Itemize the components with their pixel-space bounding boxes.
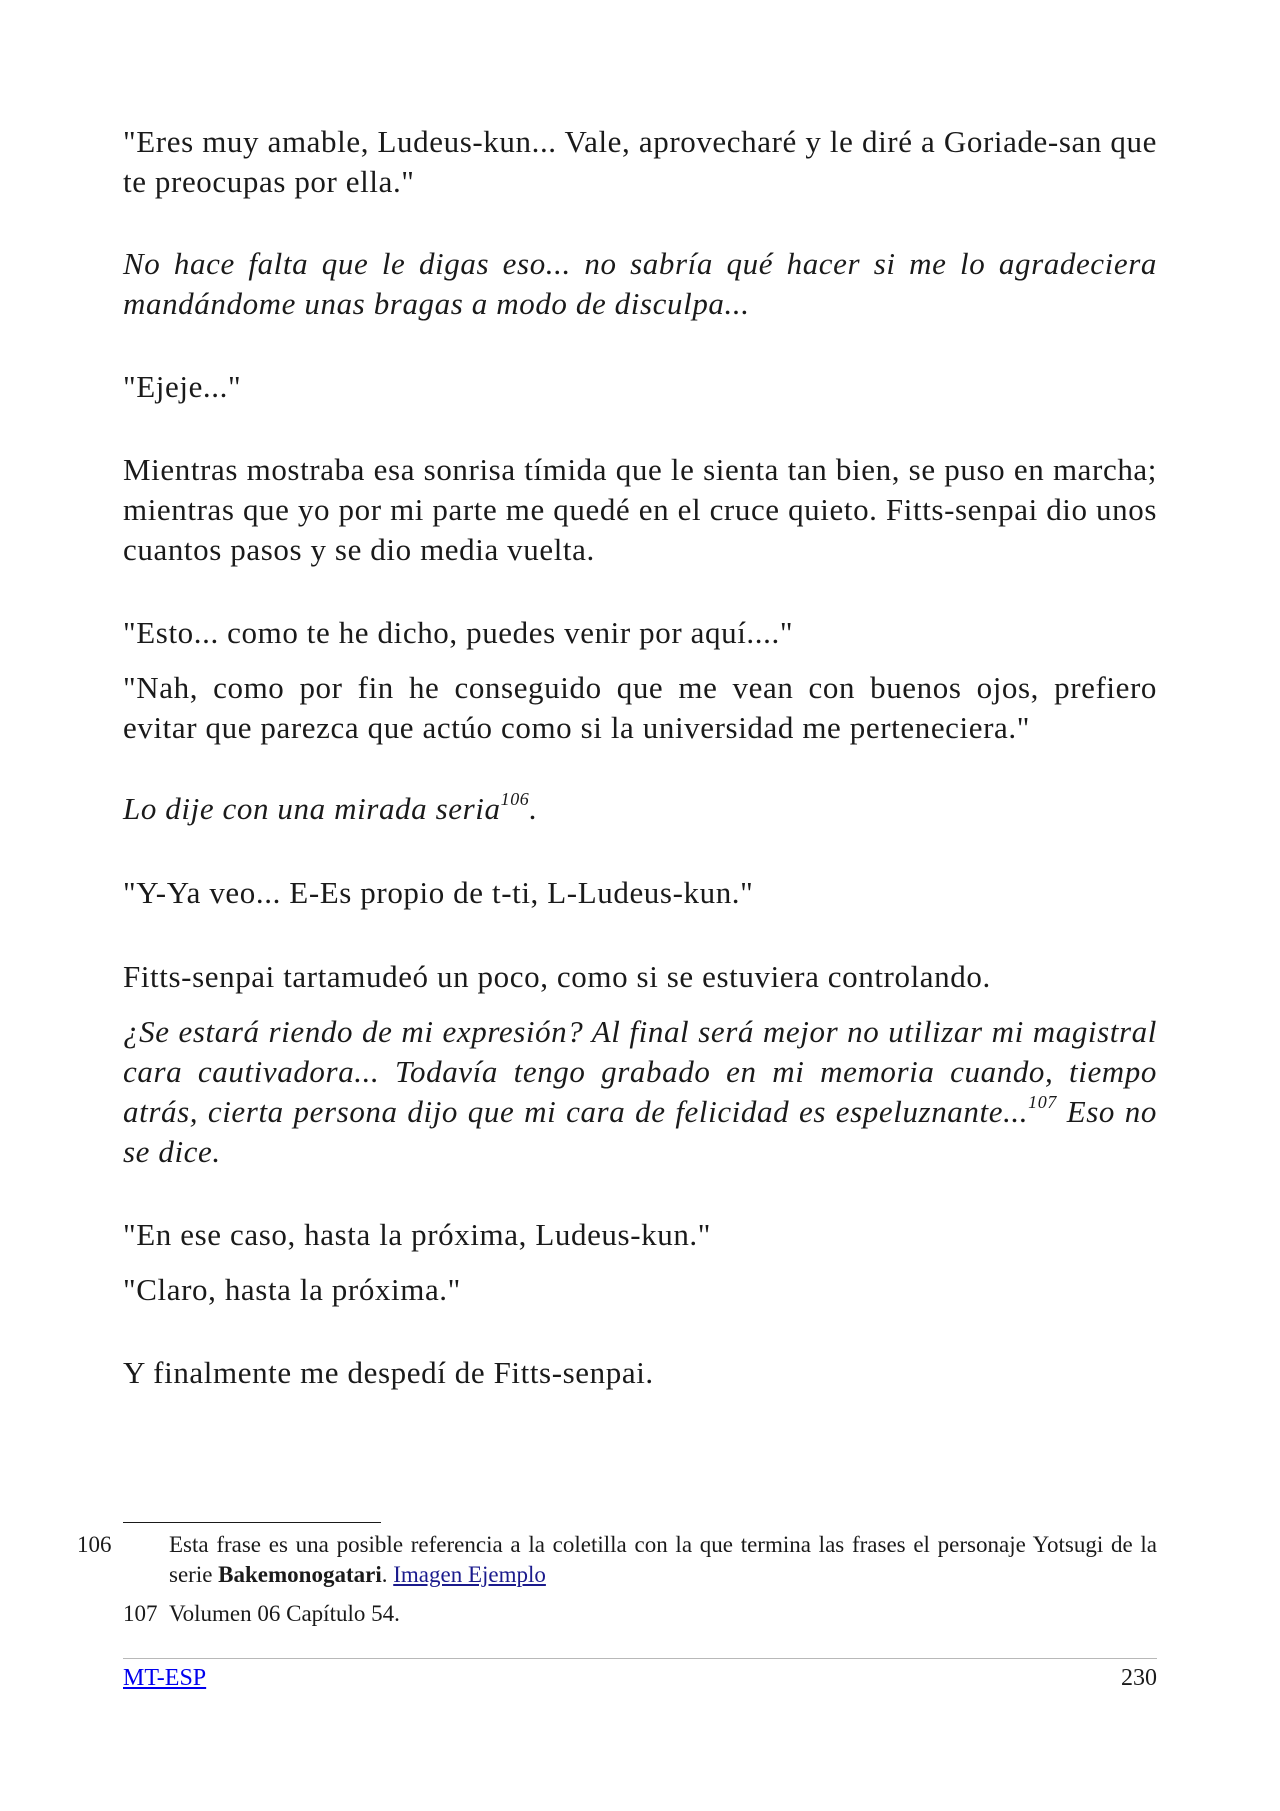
document-page — [77, 0, 1157, 1811]
paragraph-5: "Esto... como te he dicho, puedes venir por aquí...." — [123, 615, 794, 650]
paragraph-10-text: ¿Se estará riendo de mi expresión? Al final será mejor no utilizar mi magistral cara cautivadora... Todavía tengo grabado en mi memoria cuando, tiempo atrás, cierta persona dijo que mi cara de felicidad es espeluznante... — [123, 1014, 1157, 1129]
paragraph-4: Mientras mostraba esa sonrisa tímida que le sienta tan bien, se puso en marcha; mientras que yo por mi parte me quedé en el cruce quieto. Fitts-senpai dio unos cuantos pasos y se dio media vuelta. — [123, 452, 1157, 567]
paragraph-1: "Eres muy amable, Ludeus-kun... Vale, aprovecharé y le diré a Goriade-san que te preocupas por ella." — [123, 124, 1157, 199]
footnote-separator — [123, 1522, 381, 1523]
footnote-106-image-link[interactable]: Imagen Ejemplo — [393, 1562, 546, 1587]
footnote-ref-106[interactable]: 106 — [500, 789, 530, 809]
paragraph-8: "Y-Ya veo... E-Es propio de t-ti, L-Ludeus-kun." — [123, 875, 754, 910]
paragraph-9: Fitts-senpai tartamudeó un poco, como si se estuviera controlando. — [123, 959, 991, 994]
footer-site-link-wrap — [123, 1663, 206, 1693]
footnote-107-number: 107 — [123, 1601, 158, 1626]
page-number: 230 — [1121, 1665, 1157, 1691]
footnote-106-series-title: Bakemonogatari — [218, 1562, 382, 1587]
footnote-107-text: Volumen 06 Capítulo 54. — [169, 1601, 400, 1626]
footer-separator — [123, 1658, 1157, 1659]
paragraph-13: Y finalmente me despedí de Fitts-senpai. — [123, 1355, 654, 1390]
footnote-106-text: Esta frase es una posible referencia a la coletilla con la que termina las frases el personaje Yotsugi de la serie — [169, 1532, 1157, 1587]
paragraph-10-thought — [123, 1012, 1157, 1172]
paragraph-7-thought — [123, 789, 1157, 829]
paragraph-7-text: Lo dije con una mirada seria — [123, 791, 501, 826]
paragraph-10-tail: Eso no se dice. — [123, 1094, 1157, 1169]
paragraph-11: "En ese caso, hasta la próxima, Ludeus-kun." — [123, 1217, 712, 1252]
paragraph-2-thought: No hace falta que le digas eso... no sabría qué hacer si me lo agradeciera mandándome unas bragas a modo de disculpa... — [123, 246, 1157, 321]
footer-site-link[interactable]: MT-ESP — [123, 1665, 207, 1691]
footnote-107 — [123, 1599, 1157, 1629]
footnote-106-sep: . — [381, 1562, 394, 1587]
paragraph-7-tail: . — [529, 791, 538, 826]
paragraph-12: "Claro, hasta la próxima." — [123, 1272, 461, 1307]
footnote-ref-107[interactable]: 107 — [1028, 1092, 1057, 1112]
footnote-106-number: 106 — [77, 1532, 112, 1557]
paragraph-3: "Ejeje..." — [123, 369, 242, 404]
footnote-106 — [77, 1530, 1157, 1590]
paragraph-6: "Nah, como por fin he conseguido que me vean con buenos ojos, prefiero evitar que parezca que actúo como si la universidad me perteneciera." — [123, 670, 1157, 745]
